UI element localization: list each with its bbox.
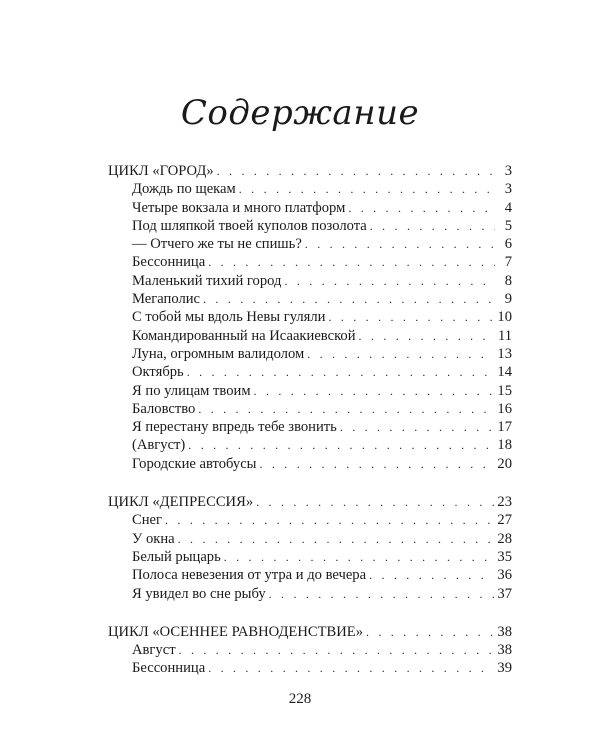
toc-entry [108, 308, 512, 326]
dot-leader [366, 623, 494, 641]
toc-entry [108, 566, 512, 584]
toc-entry-page: 28 [497, 530, 512, 547]
toc-entry-page: 5 [504, 217, 512, 234]
section-heading-title: ЦИКЛ «ДЕПРЕССИЯ» [108, 494, 254, 511]
toc-entry [108, 641, 512, 659]
toc-entry [108, 290, 512, 308]
toc-entry-page: 35 [497, 548, 512, 565]
dot-leader [305, 235, 495, 253]
toc-entry-title: Белый рыцарь [132, 548, 221, 565]
toc-entry-page: 3 [504, 181, 512, 198]
dot-leader [188, 436, 494, 454]
dot-leader [359, 327, 495, 345]
section-heading [108, 162, 512, 180]
section-heading [108, 493, 512, 511]
toc-entry-title: Я увидел во сне рыбу [132, 585, 266, 602]
toc-entry [108, 199, 512, 217]
toc-section [108, 623, 512, 678]
toc-entry-page: 7 [504, 254, 512, 271]
toc-entry [108, 327, 512, 345]
toc-entry-title: Бессонница [132, 254, 206, 271]
toc-entry-page: 8 [504, 272, 512, 289]
dot-leader [179, 641, 495, 659]
toc-entry-title: Октябрь [132, 364, 184, 381]
section-heading [108, 623, 512, 641]
section-heading-page: 3 [504, 163, 512, 179]
toc-entry [108, 455, 512, 473]
toc-entry-title: Командированный на Исаакиевской [132, 327, 356, 344]
toc-entry-page: 9 [504, 291, 512, 308]
toc-entry [108, 400, 512, 418]
dot-leader [165, 511, 494, 529]
dot-leader [340, 418, 495, 436]
dot-leader [369, 566, 494, 584]
toc-entry [108, 217, 512, 235]
toc-entry-title: Четыре вокзала и много платформ [132, 199, 346, 216]
toc-section [108, 493, 512, 603]
toc-entry-page: 4 [504, 199, 512, 216]
toc-entry-title: Под шляпкой твоей куполов позолота [132, 217, 367, 234]
dot-leader [208, 253, 495, 271]
section-heading-title: ЦИКЛ «ОСЕННЕЕ РАВНОДЕНСТВИЕ» [108, 623, 363, 640]
toc-entry-title: У окна [132, 530, 175, 547]
toc-entry-page: 11 [497, 327, 512, 344]
toc-entry [108, 585, 512, 603]
toc-entry-title: Луна, огромным валидолом [132, 345, 305, 362]
toc-entry-page: 6 [504, 236, 512, 253]
toc-entry-page: 20 [497, 455, 512, 472]
toc-entry-title: Я по улицам твоим [132, 382, 251, 399]
toc-entry-page: 14 [497, 364, 512, 381]
dot-leader [348, 199, 495, 217]
toc-entry-page: 38 [497, 642, 512, 659]
table-of-contents [108, 162, 512, 698]
dot-leader [370, 217, 495, 235]
dot-leader [203, 290, 495, 308]
toc-entry-page: 37 [497, 585, 512, 602]
dot-leader [178, 530, 495, 548]
section-heading-title: ЦИКЛ «ГОРОД» [108, 163, 214, 179]
dot-leader [284, 272, 495, 290]
toc-entry [108, 436, 512, 454]
toc-entry-title: Баловство [132, 400, 196, 417]
dot-leader [208, 659, 494, 677]
section-heading-page: 38 [497, 623, 512, 640]
toc-entry-title: Городские автобусы [132, 455, 257, 472]
toc-entry [108, 382, 512, 400]
toc-entry [108, 530, 512, 548]
dot-leader [198, 400, 494, 418]
toc-entry-page: 15 [497, 382, 512, 399]
toc-entry-page: 10 [497, 309, 512, 326]
toc-entry-page: 13 [497, 345, 512, 362]
page-title: Содержание [180, 93, 420, 133]
toc-entry-title: — Отчего же ты не спишь? [132, 236, 302, 253]
toc-entry [108, 180, 512, 198]
toc-entry-page: 16 [497, 400, 512, 417]
toc-entry-page: 27 [497, 512, 512, 529]
dot-leader [256, 493, 494, 511]
toc-entry-title: Снег [132, 512, 163, 529]
toc-entry-page: 36 [497, 567, 512, 584]
dot-leader [254, 382, 495, 400]
toc-entry-title: Я перестану впредь тебе звонить [132, 419, 337, 436]
dot-leader [224, 548, 495, 566]
toc-entry [108, 235, 512, 253]
toc-entry-page: 17 [497, 419, 512, 436]
toc-entry [108, 272, 512, 290]
toc-entry-title: Август [132, 642, 176, 659]
dot-leader [269, 585, 495, 603]
section-heading-page: 23 [497, 494, 512, 511]
toc-entry [108, 345, 512, 363]
toc-entry [108, 418, 512, 436]
page-number: 228 [288, 691, 312, 707]
toc-entry-title: Маленький тихий город [132, 272, 282, 289]
toc-entry-title: Дождь по щекам [132, 181, 236, 198]
toc-entry [108, 548, 512, 566]
toc-section [108, 162, 512, 473]
dot-leader [307, 345, 494, 363]
dot-leader [239, 180, 495, 198]
toc-entry [108, 363, 512, 381]
toc-entry-title: (Август) [132, 437, 186, 454]
toc-entry-page: 39 [497, 660, 512, 677]
dot-leader [328, 308, 494, 326]
dot-leader [187, 363, 495, 381]
toc-entry-title: С тобой мы вдоль Невы гуляли [132, 309, 326, 326]
toc-entry [108, 511, 512, 529]
toc-entry [108, 659, 512, 677]
dot-leader [217, 162, 495, 180]
dot-leader [260, 455, 495, 473]
toc-entry [108, 253, 512, 271]
toc-entry-title: Бессонница [132, 660, 206, 677]
toc-entry-title: Мегаполис [132, 291, 201, 308]
toc-entry-page: 18 [497, 437, 512, 454]
toc-entry-title: Полоса невезения от утра и до вечера [132, 567, 367, 584]
